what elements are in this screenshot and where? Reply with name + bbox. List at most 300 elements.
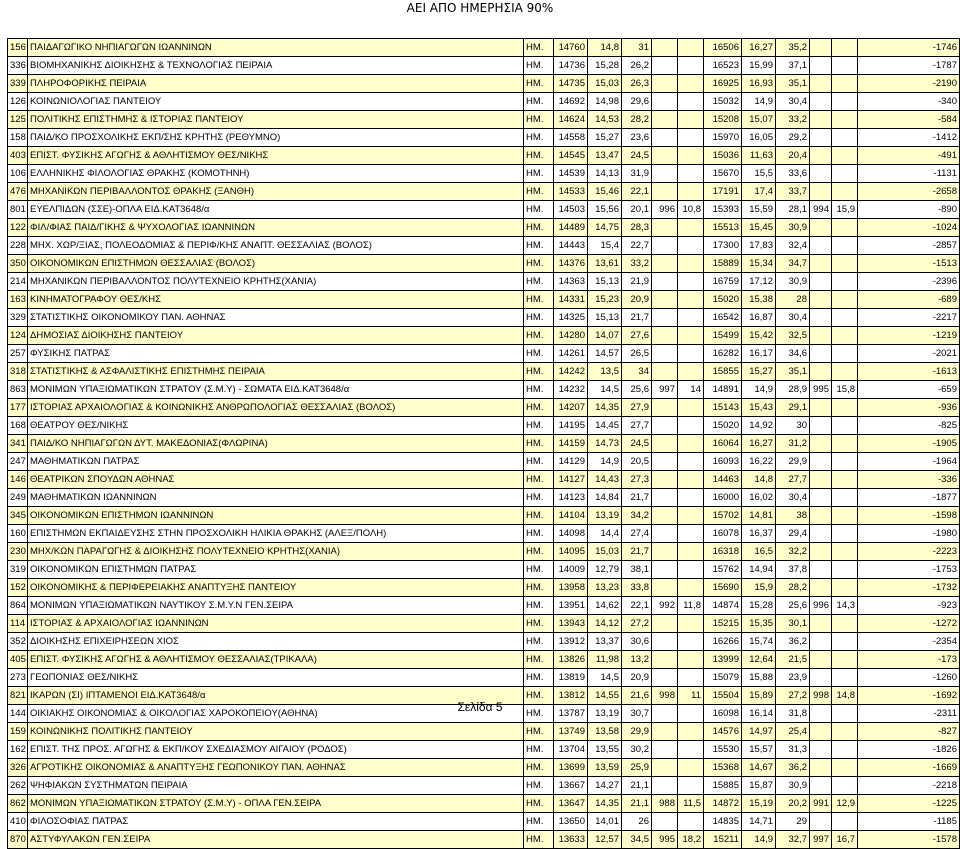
row-value-6: 14463 — [704, 471, 742, 489]
row-value-8: 38 — [776, 507, 810, 525]
row-difference: -1787 — [858, 57, 960, 75]
row-value-5 — [678, 489, 704, 507]
row-value-6: 15215 — [704, 615, 742, 633]
row-value-5 — [678, 57, 704, 75]
row-value-4 — [652, 147, 678, 165]
row-value-8: 30,4 — [776, 489, 810, 507]
row-department-name: ΦΙΛΟΣΟΦΙΑΣ ΠΑΤΡΑΣ — [28, 813, 524, 831]
row-type: ΗΜ. — [524, 345, 554, 363]
row-value-3: 30,2 — [622, 741, 652, 759]
row-value-8: 30,9 — [776, 219, 810, 237]
row-value-4 — [652, 75, 678, 93]
row-value-7: 16,22 — [742, 453, 776, 471]
row-difference: -1578 — [858, 831, 960, 849]
row-difference: -1024 — [858, 219, 960, 237]
row-value-6: 15036 — [704, 147, 742, 165]
row-department-name: ΒΙΟΜΗΧΑΝΙΚΗΣ ΔΙΟΙΚΗΣΗΣ & ΤΕΧΝΟΛΟΓΙΑΣ ΠΕΙΡΑΙΑ — [28, 57, 524, 75]
row-type: ΗΜ. — [524, 561, 554, 579]
row-value-1: 13912 — [554, 633, 588, 651]
row-value-2: 14,43 — [588, 471, 622, 489]
row-value-2: 14,9 — [588, 453, 622, 471]
row-code: 152 — [8, 579, 28, 597]
row-value-9: 998 — [810, 687, 832, 705]
row-value-5 — [678, 669, 704, 687]
row-department-name: ΙΣΤΟΡΙΑΣ & ΑΡΧΑΙΟΛΟΓΙΑΣ ΙΩΑΝΝΙΝΩΝ — [28, 615, 524, 633]
row-value-5 — [678, 723, 704, 741]
row-difference: -1613 — [858, 363, 960, 381]
row-value-7: 15,88 — [742, 669, 776, 687]
row-value-1: 13943 — [554, 615, 588, 633]
row-type: ΗΜ. — [524, 165, 554, 183]
row-difference: -1692 — [858, 687, 960, 705]
row-value-1: 14207 — [554, 399, 588, 417]
row-value-2: 14,5 — [588, 381, 622, 399]
table-row — [8, 795, 960, 813]
row-code: 262 — [8, 777, 28, 795]
row-value-6: 15762 — [704, 561, 742, 579]
row-value-4 — [652, 453, 678, 471]
row-value-8: 30,9 — [776, 273, 810, 291]
row-value-7: 14,71 — [742, 813, 776, 831]
row-value-10 — [832, 273, 858, 291]
row-value-10 — [832, 111, 858, 129]
row-value-9 — [810, 75, 832, 93]
row-value-10 — [832, 507, 858, 525]
row-value-8: 32,7 — [776, 831, 810, 849]
table-row — [8, 237, 960, 255]
row-value-5 — [678, 615, 704, 633]
row-value-8: 28,2 — [776, 579, 810, 597]
row-value-10 — [832, 777, 858, 795]
row-value-5 — [678, 525, 704, 543]
row-value-1: 14127 — [554, 471, 588, 489]
row-value-3: 33,8 — [622, 579, 652, 597]
row-difference: -936 — [858, 399, 960, 417]
row-type: ΗΜ. — [524, 813, 554, 831]
table-row — [8, 93, 960, 111]
row-value-3: 20,1 — [622, 201, 652, 219]
row-difference: -1877 — [858, 489, 960, 507]
row-department-name: ΑΓΡΟΤΙΚΗΣ ΟΙΚΟΝΟΜΙΑΣ & ΑΝΑΠΤΥΞΗΣ ΓΕΩΠΟΝΙΚΟΥ ΠΑΝ. ΑΘΗΝΑΣ — [28, 759, 524, 777]
row-value-3: 29,6 — [622, 93, 652, 111]
row-value-5 — [678, 417, 704, 435]
table-row — [8, 831, 960, 849]
row-value-9: 997 — [810, 831, 832, 849]
row-value-9 — [810, 147, 832, 165]
row-value-5 — [678, 291, 704, 309]
row-value-9 — [810, 129, 832, 147]
row-value-3: 34 — [622, 363, 652, 381]
row-value-7: 15,43 — [742, 399, 776, 417]
row-value-3: 24,5 — [622, 147, 652, 165]
row-value-1: 14735 — [554, 75, 588, 93]
row-value-3: 20,9 — [622, 291, 652, 309]
row-value-4 — [652, 471, 678, 489]
row-value-10 — [832, 471, 858, 489]
row-value-3: 22,1 — [622, 597, 652, 615]
row-difference: -1826 — [858, 741, 960, 759]
row-value-4 — [652, 723, 678, 741]
row-value-3: 26,3 — [622, 75, 652, 93]
row-value-7: 15,34 — [742, 255, 776, 273]
row-value-5: 14 — [678, 381, 704, 399]
row-value-7: 14,94 — [742, 561, 776, 579]
row-value-8: 31,8 — [776, 705, 810, 723]
row-value-9 — [810, 741, 832, 759]
row-value-2: 13,59 — [588, 759, 622, 777]
row-value-10 — [832, 39, 858, 57]
row-value-4 — [652, 777, 678, 795]
row-difference: -659 — [858, 381, 960, 399]
row-value-9: 994 — [810, 201, 832, 219]
row-value-4 — [652, 669, 678, 687]
row-value-6: 15208 — [704, 111, 742, 129]
row-value-4 — [652, 525, 678, 543]
row-difference: -1219 — [858, 327, 960, 345]
row-value-5 — [678, 777, 704, 795]
row-value-6: 15702 — [704, 507, 742, 525]
row-value-7: 14,9 — [742, 381, 776, 399]
row-value-9 — [810, 363, 832, 381]
row-type: ΗΜ. — [524, 687, 554, 705]
table-row — [8, 309, 960, 327]
row-value-10: 14,3 — [832, 597, 858, 615]
row-value-10 — [832, 363, 858, 381]
row-value-3: 34,2 — [622, 507, 652, 525]
table-row — [8, 597, 960, 615]
row-code: 114 — [8, 615, 28, 633]
row-difference: -340 — [858, 93, 960, 111]
table-row — [8, 165, 960, 183]
row-value-9 — [810, 777, 832, 795]
row-value-4 — [652, 543, 678, 561]
row-value-5 — [678, 561, 704, 579]
table-row — [8, 291, 960, 309]
row-value-5 — [678, 453, 704, 471]
row-value-10 — [832, 813, 858, 831]
row-type: ΗΜ. — [524, 705, 554, 723]
row-difference: -689 — [858, 291, 960, 309]
row-value-8: 35,1 — [776, 363, 810, 381]
row-value-8: 29,4 — [776, 525, 810, 543]
row-type: ΗΜ. — [524, 597, 554, 615]
row-value-2: 13,47 — [588, 147, 622, 165]
row-value-5 — [678, 93, 704, 111]
row-value-10 — [832, 489, 858, 507]
row-value-1: 14736 — [554, 57, 588, 75]
row-value-10 — [832, 219, 858, 237]
row-difference: -1598 — [858, 507, 960, 525]
row-value-10: 14,8 — [832, 687, 858, 705]
row-difference: -1260 — [858, 669, 960, 687]
row-value-7: 15,45 — [742, 219, 776, 237]
row-code: 126 — [8, 93, 28, 111]
row-code: 146 — [8, 471, 28, 489]
row-value-5 — [678, 741, 704, 759]
table-row — [8, 183, 960, 201]
row-value-6: 16093 — [704, 453, 742, 471]
row-value-4 — [652, 309, 678, 327]
page-number: Σελίδα 5 — [457, 700, 503, 714]
row-value-5 — [678, 363, 704, 381]
row-type: ΗΜ. — [524, 57, 554, 75]
row-value-3: 26 — [622, 813, 652, 831]
row-difference: -2217 — [858, 309, 960, 327]
row-value-2: 14,62 — [588, 597, 622, 615]
row-value-8: 32,5 — [776, 327, 810, 345]
row-value-5: 10,8 — [678, 201, 704, 219]
row-value-8: 34,6 — [776, 345, 810, 363]
row-department-name: ΜΟΝΙΜΩΝ ΥΠΑΞΙΩΜΑΤΙΚΩΝ ΣΤΡΑΤΟΥ (Σ.Μ.Υ) - ΟΠΛΑ ΓΕΝ.ΣΕΙΡΑ — [28, 795, 524, 813]
row-value-1: 14098 — [554, 525, 588, 543]
row-value-3: 27,7 — [622, 417, 652, 435]
row-department-name: ΠΑΙΔΑΓΩΓΙΚΟ ΝΗΠΙΑΓΩΓΩΝ ΙΩΑΝΝΙΝΩΝ — [28, 39, 524, 57]
table-row — [8, 579, 960, 597]
row-difference: -1131 — [858, 165, 960, 183]
row-value-9 — [810, 759, 832, 777]
row-department-name: ΘΕΑΤΡΟΥ ΘΕΣ/ΝΙΚΗΣ — [28, 417, 524, 435]
row-department-name: ΜΟΝΙΜΩΝ ΥΠΑΞΙΩΜΑΤΙΚΩΝ ΣΤΡΑΤΟΥ (Σ.Μ.Υ) - ΣΩΜΑΤΑ ΕΙΔ.ΚΑΤ3648/α — [28, 381, 524, 399]
row-value-6: 15079 — [704, 669, 742, 687]
row-department-name: ΠΟΛΙΤΙΚΗΣ ΕΠΙΣΤΗΜΗΣ & ΙΣΤΟΡΙΑΣ ΠΑΝΤΕΙΟΥ — [28, 111, 524, 129]
row-code: 249 — [8, 489, 28, 507]
row-value-8: 29,2 — [776, 129, 810, 147]
row-value-7: 15,28 — [742, 597, 776, 615]
row-value-9 — [810, 291, 832, 309]
row-type: ΗΜ. — [524, 39, 554, 57]
row-value-2: 12,57 — [588, 831, 622, 849]
row-value-1: 13951 — [554, 597, 588, 615]
row-department-name: ΚΙΝΗΜΑΤΟΓΡΑΦΟΥ ΘΕΣ/ΚΗΣ — [28, 291, 524, 309]
row-value-10 — [832, 633, 858, 651]
row-value-10 — [832, 453, 858, 471]
row-value-10 — [832, 561, 858, 579]
row-value-4 — [652, 345, 678, 363]
row-value-3: 13,2 — [622, 651, 652, 669]
row-type: ΗΜ. — [524, 147, 554, 165]
row-value-5 — [678, 345, 704, 363]
row-department-name: ΣΤΑΤΙΣΤΙΚΗΣ ΟΙΚΟΝΟΜΙΚΟΥ ΠΑΝ. ΑΘΗΝΑΣ — [28, 309, 524, 327]
row-difference: -1732 — [858, 579, 960, 597]
row-code: 405 — [8, 651, 28, 669]
row-value-7: 15,74 — [742, 633, 776, 651]
row-value-6: 14874 — [704, 597, 742, 615]
row-value-4 — [652, 273, 678, 291]
row-type: ΗΜ. — [524, 129, 554, 147]
row-value-8: 29 — [776, 813, 810, 831]
table-row — [8, 453, 960, 471]
row-value-1: 14760 — [554, 39, 588, 57]
row-difference: -2218 — [858, 777, 960, 795]
row-value-5 — [678, 507, 704, 525]
row-value-7: 15,59 — [742, 201, 776, 219]
row-code: 326 — [8, 759, 28, 777]
row-code: 410 — [8, 813, 28, 831]
table-row — [8, 543, 960, 561]
row-value-5 — [678, 651, 704, 669]
row-department-name: ΓΕΩΠΟΝΙΑΣ ΘΕΣ/ΝΙΚΗΣ — [28, 669, 524, 687]
row-type: ΗΜ. — [524, 615, 554, 633]
row-code: 162 — [8, 741, 28, 759]
row-type: ΗΜ. — [524, 471, 554, 489]
row-value-4 — [652, 219, 678, 237]
row-value-5 — [678, 111, 704, 129]
table-row — [8, 669, 960, 687]
row-value-1: 14545 — [554, 147, 588, 165]
row-value-8: 35,1 — [776, 75, 810, 93]
row-value-2: 14,98 — [588, 93, 622, 111]
row-value-4 — [652, 93, 678, 111]
row-value-7: 15,35 — [742, 615, 776, 633]
row-department-name: ΠΑΙΔ/ΚΟ ΝΗΠΙΑΓΩΓΩΝ ΔΥΤ. ΜΑΚΕΔΟΝΙΑΣ(ΦΛΩΡΙΝΑ) — [28, 435, 524, 453]
row-value-2: 15,03 — [588, 75, 622, 93]
row-value-2: 14,35 — [588, 795, 622, 813]
row-code: 257 — [8, 345, 28, 363]
row-department-name: ΦΙΛ/ΦΙΑΣ ΠΑΙΔ/ΓΙΚΗΣ & ΨΥΧΟΛΟΓΙΑΣ ΙΩΑΝΝΙΝΩΝ — [28, 219, 524, 237]
row-value-7: 14,92 — [742, 417, 776, 435]
row-value-7: 15,89 — [742, 687, 776, 705]
table-row — [8, 723, 960, 741]
row-type: ΗΜ. — [524, 543, 554, 561]
row-value-10 — [832, 327, 858, 345]
row-department-name: ΘΕΑΤΡΙΚΩΝ ΣΠΟΥΔΩΝ ΑΘΗΝΑΣ — [28, 471, 524, 489]
row-value-6: 16064 — [704, 435, 742, 453]
row-value-7: 15,57 — [742, 741, 776, 759]
row-department-name: ΟΙΚΟΝΟΜΙΚΩΝ ΕΠΙΣΤΗΜΩΝ ΙΩΑΝΝΙΝΩΝ — [28, 507, 524, 525]
row-value-9 — [810, 327, 832, 345]
row-code: 168 — [8, 417, 28, 435]
row-type: ΗΜ. — [524, 633, 554, 651]
row-value-8: 36,2 — [776, 633, 810, 651]
table-row — [8, 327, 960, 345]
row-department-name: ΙΚΑΡΩΝ (ΣΙ) ΙΠΤΑΜΕΝΟΙ ΕΙΔ.ΚΑΤ3648/α — [28, 687, 524, 705]
row-value-8: 25,6 — [776, 597, 810, 615]
row-value-1: 13826 — [554, 651, 588, 669]
row-value-7: 16,37 — [742, 525, 776, 543]
table-row — [8, 219, 960, 237]
row-value-2: 15,23 — [588, 291, 622, 309]
table-row — [8, 399, 960, 417]
row-value-9 — [810, 723, 832, 741]
row-value-8: 37,8 — [776, 561, 810, 579]
row-value-9 — [810, 453, 832, 471]
row-value-1: 13819 — [554, 669, 588, 687]
row-value-1: 14104 — [554, 507, 588, 525]
row-value-5 — [678, 759, 704, 777]
row-value-2: 14,07 — [588, 327, 622, 345]
row-type: ΗΜ. — [524, 417, 554, 435]
row-code: 318 — [8, 363, 28, 381]
row-code: 476 — [8, 183, 28, 201]
row-value-7: 15,42 — [742, 327, 776, 345]
row-value-1: 14489 — [554, 219, 588, 237]
row-value-6: 15530 — [704, 741, 742, 759]
table-row — [8, 417, 960, 435]
row-value-1: 14558 — [554, 129, 588, 147]
table-row — [8, 633, 960, 651]
row-difference: -173 — [858, 651, 960, 669]
row-code: 228 — [8, 237, 28, 255]
table-row — [8, 615, 960, 633]
row-code: 163 — [8, 291, 28, 309]
row-value-1: 14692 — [554, 93, 588, 111]
row-value-8: 20,2 — [776, 795, 810, 813]
row-value-3: 29,9 — [622, 723, 652, 741]
row-value-4: 992 — [652, 597, 678, 615]
table-row — [8, 201, 960, 219]
row-type: ΗΜ. — [524, 831, 554, 849]
row-value-6: 16098 — [704, 705, 742, 723]
row-code: 214 — [8, 273, 28, 291]
row-code: 247 — [8, 453, 28, 471]
table-row — [8, 777, 960, 795]
row-difference: -2354 — [858, 633, 960, 651]
row-code: 862 — [8, 795, 28, 813]
row-value-1: 14376 — [554, 255, 588, 273]
row-value-3: 28,3 — [622, 219, 652, 237]
row-value-8: 36,2 — [776, 759, 810, 777]
row-value-1: 13699 — [554, 759, 588, 777]
row-value-3: 26,2 — [622, 57, 652, 75]
table-row — [8, 363, 960, 381]
row-code: 156 — [8, 39, 28, 57]
row-value-3: 24,5 — [622, 435, 652, 453]
table-row — [8, 39, 960, 57]
row-code: 336 — [8, 57, 28, 75]
row-value-8: 32,2 — [776, 543, 810, 561]
row-difference: -1753 — [858, 561, 960, 579]
row-value-5 — [678, 165, 704, 183]
row-value-1: 14533 — [554, 183, 588, 201]
table-row — [8, 813, 960, 831]
row-department-name: ΚΟΙΝΩΝΙΟΛΟΓΙΑΣ ΠΑΝΤΕΙΟΥ — [28, 93, 524, 111]
row-code: 403 — [8, 147, 28, 165]
row-value-3: 27,2 — [622, 615, 652, 633]
row-value-10 — [832, 417, 858, 435]
row-code: 144 — [8, 705, 28, 723]
row-value-9 — [810, 633, 832, 651]
row-value-8: 28 — [776, 291, 810, 309]
row-value-1: 14331 — [554, 291, 588, 309]
row-value-10 — [832, 93, 858, 111]
row-code: 352 — [8, 633, 28, 651]
row-value-3: 33,2 — [622, 255, 652, 273]
row-value-4 — [652, 813, 678, 831]
row-value-2: 15,56 — [588, 201, 622, 219]
row-value-3: 21,6 — [622, 687, 652, 705]
row-type: ΗΜ. — [524, 291, 554, 309]
row-value-9 — [810, 111, 832, 129]
row-department-name: ΜΟΝΙΜΩΝ ΥΠΑΞΙΩΜΑΤΙΚΩΝ ΝΑΥΤΙΚΟΥ Σ.Μ.Υ.Ν ΓΕΝ.ΣΕΙΡΑ — [28, 597, 524, 615]
row-value-7: 16,87 — [742, 309, 776, 327]
row-value-1: 13633 — [554, 831, 588, 849]
row-value-9 — [810, 309, 832, 327]
row-type: ΗΜ. — [524, 453, 554, 471]
row-value-5 — [678, 579, 704, 597]
row-value-8: 29,1 — [776, 399, 810, 417]
row-value-6: 16759 — [704, 273, 742, 291]
row-value-1: 14129 — [554, 453, 588, 471]
row-value-7: 12,64 — [742, 651, 776, 669]
row-difference: -1225 — [858, 795, 960, 813]
row-type: ΗΜ. — [524, 93, 554, 111]
row-department-name: ΕΠΙΣΤ. ΦΥΣΙΚΗΣ ΑΓΩΓΗΣ & ΑΘΛΗΤΙΣΜΟΥ ΘΕΣΣΑΛΙΑΣ(ΤΡΙΚΑΛΑ) — [28, 651, 524, 669]
row-difference: -1412 — [858, 129, 960, 147]
row-value-7: 16,05 — [742, 129, 776, 147]
row-value-3: 26,5 — [622, 345, 652, 363]
row-value-3: 27,6 — [622, 327, 652, 345]
row-value-3: 27,9 — [622, 399, 652, 417]
